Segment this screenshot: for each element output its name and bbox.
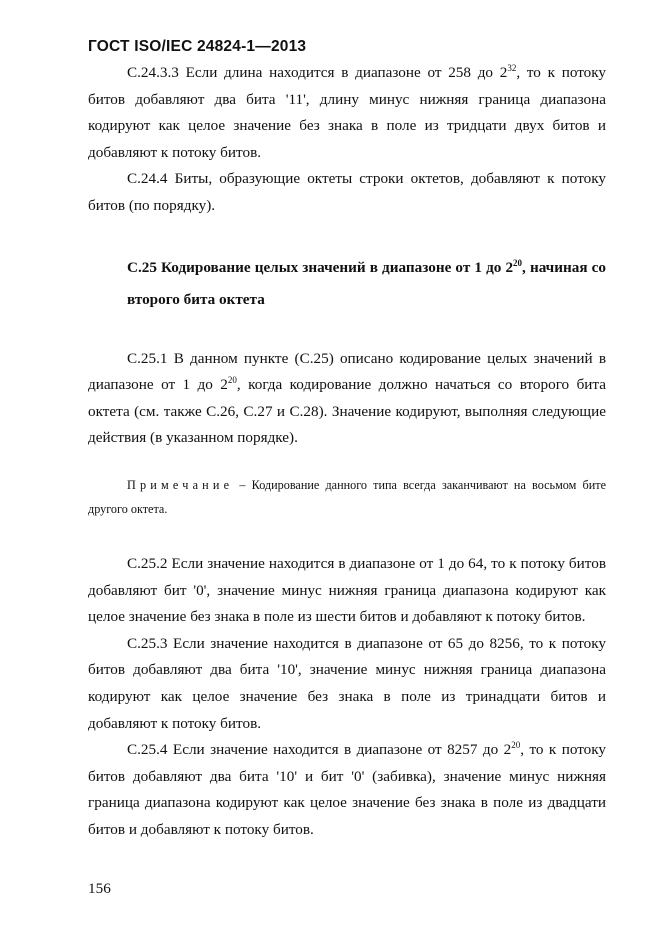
note-text: – Кодирование данного типа всегда заканчивают на восьмом бите другого октета. <box>88 477 606 516</box>
document-header: ГОСТ ISO/IEC 24824-1—2013 <box>88 38 307 55</box>
heading-segment: С.25 Кодирование целых значений в диапазоне от 1 до 2 <box>127 258 514 276</box>
paragraph-c25-4 <box>88 737 606 843</box>
text-segment: , когда кодирование должно начаться со второго бита октета (см. также С.26, С.27 и С.28). Значение кодируют, выполняя следующие действия (в указанном порядке). <box>88 376 606 447</box>
text-segment: С.25.4 Если значение находится в диапазоне от 8257 до 2 <box>127 741 512 759</box>
paragraph-c25-2: С.25.2 Если значение находится в диапазоне от 1 до 64, то к потоку битов добавляют бит '0', значение минус нижняя граница диапазона кодируют как целое значение без знака в поле из шести битов и добавляют к потоку битов. <box>88 554 606 626</box>
superscript: 20 <box>227 375 237 386</box>
text-segment: , то к потоку битов добавляют два бита '11', длину минус нижняя граница диапазона кодируют как целое значение без знака в поле из тридцати двух битов и добавляют к потоку битов. <box>88 64 607 161</box>
page-number: 156 <box>88 880 111 897</box>
note-label: Примечание <box>127 477 234 492</box>
text-segment: , то к потоку битов добавляют два бита '10' и бит '0' (забивка), значение минус нижняя граница диапазона кодируют как целое значение без знака в поле из двадцати битов и добавляют к потоку битов. <box>88 741 607 838</box>
page-body <box>88 60 606 843</box>
superscript: 20 <box>511 740 521 751</box>
text-segment: С.24.3.3 Если длина находится в диапазоне от 258 до 2 <box>127 64 508 81</box>
superscript: 32 <box>507 63 517 73</box>
paragraph-c24-3-3 <box>88 60 606 166</box>
heading-segment: , начиная со второго бита октета <box>127 258 606 308</box>
paragraph-c25-1 <box>88 346 606 452</box>
note <box>88 473 606 521</box>
superscript: 20 <box>513 257 523 268</box>
text-segment: С.25.1 В данном пункте (С.25) описано кодирование целых значений в диапазоне от 1 до 2 <box>88 349 606 394</box>
paragraph-c25-3: С.25.3 Если значение находится в диапазоне от 65 до 8256, то к потоку битов добавляют два бита '10', значение минус нижняя граница диапазона кодируют как целое значение без знака в поле из тринадцати битов и добавляют к потоку битов. <box>88 634 606 732</box>
section-heading-c25 <box>88 252 606 316</box>
paragraph-c24-4: С.24.4 Биты, образующие октеты строки октетов, добавляют к потоку битов (по порядку). <box>88 170 606 214</box>
